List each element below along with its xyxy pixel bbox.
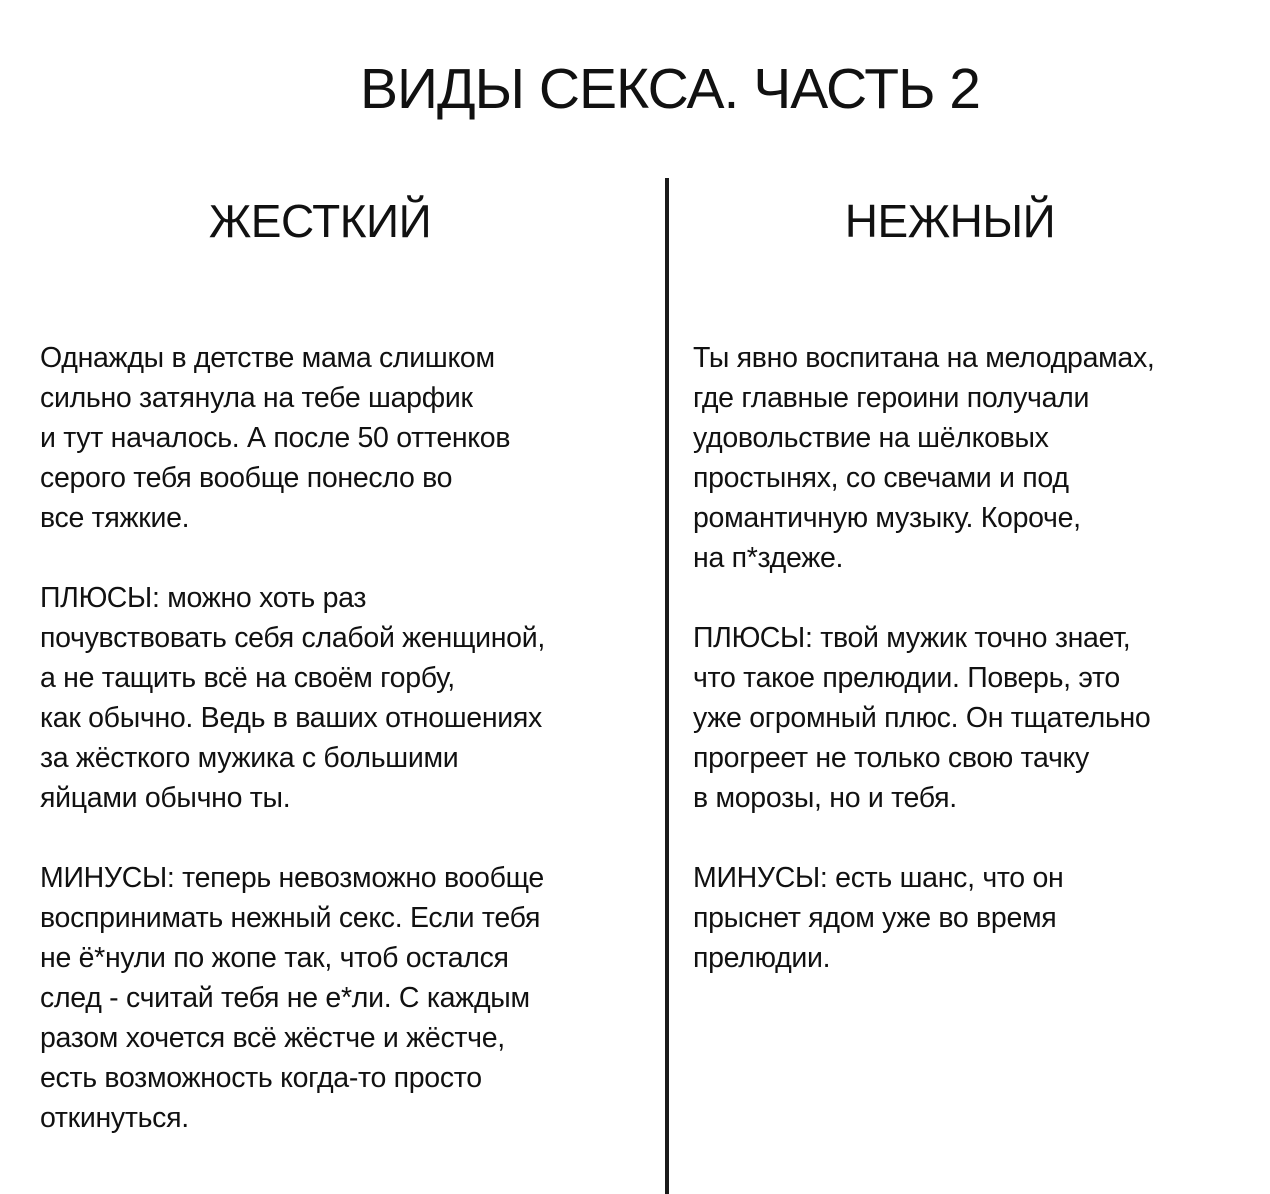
text-line: прыснет ядом уже во время	[693, 902, 1057, 934]
right-description	[693, 338, 1253, 578]
text-line: ПЛЮСЫ: твой мужик точно знает,	[693, 622, 1131, 654]
text-line: воспринимать нежный секс. Если тебя	[40, 902, 541, 934]
text-line: в морозы, но и тебя.	[693, 782, 957, 814]
column-divider	[665, 178, 669, 1194]
left-pros	[40, 578, 640, 818]
left-description	[40, 338, 640, 538]
text-line: МИНУСЫ: есть шанс, что он	[693, 862, 1064, 894]
text-line: ПЛЮСЫ: можно хоть раз	[40, 582, 367, 614]
text-line: что такое прелюдии. Поверь, это	[693, 662, 1120, 694]
text-line: а не тащить всё на своём горбу,	[40, 662, 455, 694]
text-line: МИНУСЫ: теперь невозможно вообще	[40, 862, 544, 894]
text-line: есть возможность когда-то просто	[40, 1062, 482, 1094]
right-cons	[693, 858, 1253, 978]
text-line: прогреет не только свою тачку	[693, 742, 1089, 774]
text-line: откинуться.	[40, 1102, 189, 1134]
text-line: за жёсткого мужика с большими	[40, 742, 459, 774]
text-line: яйцами обычно ты.	[40, 782, 291, 814]
text-line: уже огромный плюс. Он тщательно	[693, 702, 1151, 734]
text-line: почувствовать себя слабой женщиной,	[40, 622, 545, 654]
text-line: удовольствие на шёлковых	[693, 422, 1049, 454]
text-line: след - считай тебя не е*ли. С каждым	[40, 982, 530, 1014]
text-line: разом хочется всё жёстче и жёстче,	[40, 1022, 505, 1054]
text-line: Ты явно воспитана на мелодрамах,	[693, 342, 1155, 374]
text-line: простынях, со свечами и под	[693, 462, 1069, 494]
text-line: Однажды в детстве мама слишком	[40, 342, 495, 374]
left-column-heading: ЖЕСТКИЙ	[208, 195, 432, 247]
left-cons	[40, 858, 640, 1138]
left-column	[40, 338, 640, 1138]
right-pros	[693, 618, 1253, 818]
text-line: романтичную музыку. Короче,	[693, 502, 1081, 534]
text-line: как обычно. Ведь в ваших отношениях	[40, 702, 542, 734]
text-line: не ё*нули по жопе так, чтоб остался	[40, 942, 509, 974]
text-line: сильно затянула на тебе шарфик	[40, 382, 473, 414]
right-column-heading: НЕЖНЫЙ	[844, 195, 1056, 247]
text-line: и тут началось. А после 50 оттенков	[40, 422, 511, 454]
text-line: где главные героини получали	[693, 382, 1090, 414]
text-line: прелюдии.	[693, 942, 831, 974]
text-line: все тяжкие.	[40, 502, 190, 534]
text-line: серого тебя вообще понесло во	[40, 462, 453, 494]
right-column	[693, 338, 1253, 978]
text-line: на п*здеже.	[693, 542, 844, 574]
page-title: ВИДЫ СЕКСА. ЧАСТЬ 2	[359, 57, 981, 121]
